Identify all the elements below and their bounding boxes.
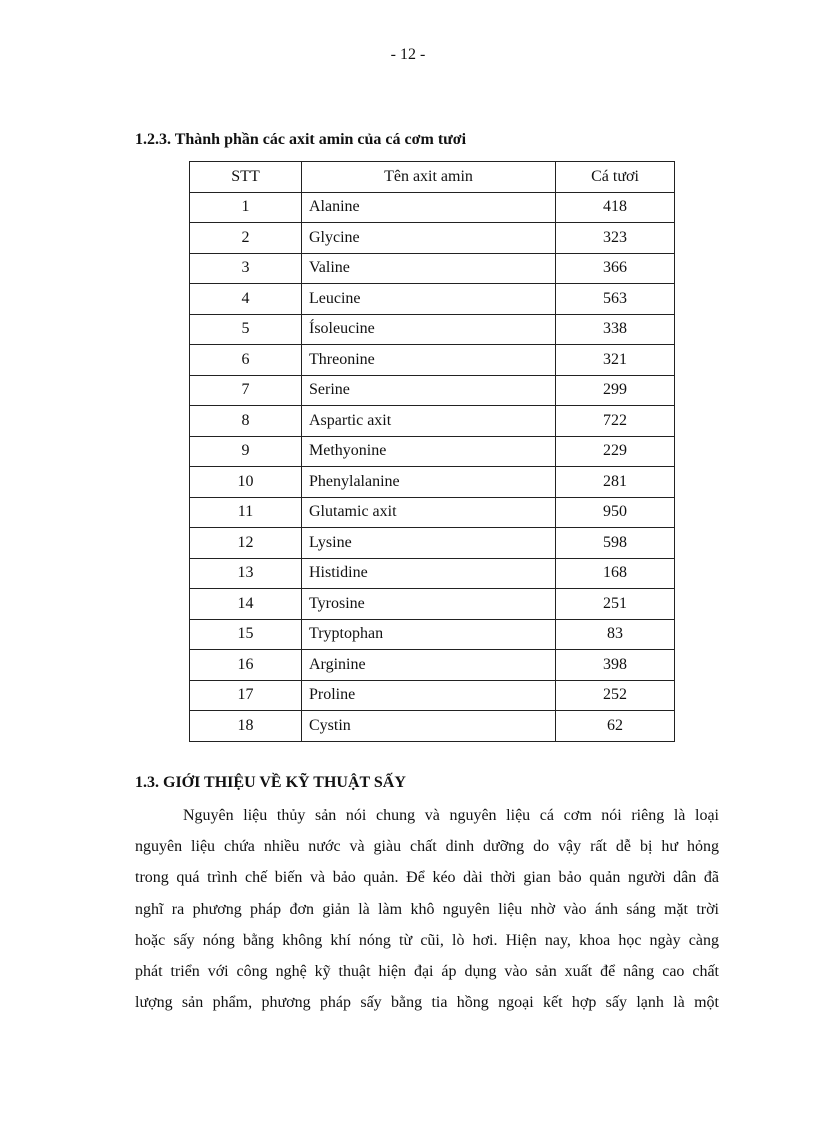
row-stt-cell: 12 bbox=[190, 528, 302, 559]
row-name-cell: Alanine bbox=[302, 192, 556, 223]
row-stt-cell: 14 bbox=[190, 589, 302, 620]
table-row bbox=[190, 253, 675, 284]
row-value-cell: 83 bbox=[556, 619, 675, 650]
row-value-cell: 598 bbox=[556, 528, 675, 559]
table-row bbox=[190, 314, 675, 345]
table-row bbox=[190, 345, 675, 376]
table-row bbox=[190, 680, 675, 711]
paragraph-line: nghĩ ra phương pháp đơn giản là làm khô nguyên liệu nhờ vào ánh sáng mặt trời bbox=[135, 900, 719, 918]
row-name-cell: Methyonine bbox=[302, 436, 556, 467]
row-stt-cell: 7 bbox=[190, 375, 302, 406]
table-section-heading: 1.2.3. Thành phần các axit amin của cá cơm tươi bbox=[135, 131, 467, 148]
paragraph-line: lượng sản phẩm, phương pháp sấy bằng tia hồng ngoại kết hợp sấy lạnh là một bbox=[135, 994, 719, 1012]
row-stt-cell: 16 bbox=[190, 650, 302, 681]
table-row bbox=[190, 650, 675, 681]
row-name-cell: Cystin bbox=[302, 711, 556, 742]
row-stt-cell: 4 bbox=[190, 284, 302, 315]
row-stt-cell: 15 bbox=[190, 619, 302, 650]
row-value-cell: 281 bbox=[556, 467, 675, 498]
section-title: 1.3. GIỚI THIỆU VỀ KỸ THUẬT SẤY bbox=[135, 774, 406, 791]
row-name-cell: Arginine bbox=[302, 650, 556, 681]
row-stt-cell: 6 bbox=[190, 345, 302, 376]
row-value-cell: 418 bbox=[556, 192, 675, 223]
row-stt-cell: 17 bbox=[190, 680, 302, 711]
table-row bbox=[190, 284, 675, 315]
row-value-cell: 398 bbox=[556, 650, 675, 681]
page-number: - 12 - bbox=[390, 46, 426, 63]
table-row bbox=[190, 619, 675, 650]
row-name-cell: Serine bbox=[302, 375, 556, 406]
table-row bbox=[190, 497, 675, 528]
row-value-cell: 338 bbox=[556, 314, 675, 345]
row-stt-cell: 10 bbox=[190, 467, 302, 498]
table-row bbox=[190, 528, 675, 559]
row-value-cell: 563 bbox=[556, 284, 675, 315]
amino-acid-table bbox=[189, 161, 675, 742]
row-name-cell: Leucine bbox=[302, 284, 556, 315]
row-name-cell: Tyrosine bbox=[302, 589, 556, 620]
table-row bbox=[190, 375, 675, 406]
row-name-cell: Proline bbox=[302, 680, 556, 711]
row-name-cell: Glutamic axit bbox=[302, 497, 556, 528]
row-stt-cell: 11 bbox=[190, 497, 302, 528]
row-value-cell: 722 bbox=[556, 406, 675, 437]
row-stt-cell: 2 bbox=[190, 223, 302, 254]
table-row bbox=[190, 558, 675, 589]
row-stt-cell: 1 bbox=[190, 192, 302, 223]
row-name-cell: Glycine bbox=[302, 223, 556, 254]
row-stt-cell: 13 bbox=[190, 558, 302, 589]
paragraph-line: trong quá trình chế biến và bảo quản. Để kéo dài thời gian bảo quản người dân đã bbox=[135, 869, 719, 887]
row-name-cell: Histidine bbox=[302, 558, 556, 589]
row-value-cell: 229 bbox=[556, 436, 675, 467]
table-row bbox=[190, 436, 675, 467]
paragraph-line: nguyên liệu chứa nhiều nước và giàu chất dinh dưỡng do vậy rất dễ bị hư hỏng bbox=[135, 838, 719, 856]
row-value-cell: 366 bbox=[556, 253, 675, 284]
table-row bbox=[190, 223, 675, 254]
body-paragraph bbox=[135, 800, 719, 1018]
row-value-cell: 950 bbox=[556, 497, 675, 528]
row-value-cell: 168 bbox=[556, 558, 675, 589]
row-value-cell: 321 bbox=[556, 345, 675, 376]
column-header-stt: STT bbox=[190, 162, 302, 193]
row-value-cell: 299 bbox=[556, 375, 675, 406]
paragraph-line: hoặc sấy nóng bằng không khí nóng từ cũi, lò hơi. Hiện nay, khoa học ngày càng bbox=[135, 931, 719, 949]
column-header-value: Cá tươi bbox=[556, 162, 675, 193]
row-name-cell: Ísoleucine bbox=[302, 314, 556, 345]
table-row bbox=[190, 192, 675, 223]
row-stt-cell: 5 bbox=[190, 314, 302, 345]
table-row bbox=[190, 467, 675, 498]
row-value-cell: 62 bbox=[556, 711, 675, 742]
row-value-cell: 323 bbox=[556, 223, 675, 254]
row-name-cell: Aspartic axit bbox=[302, 406, 556, 437]
paragraph-line: Nguyên liệu thủy sản nói chung và nguyên liệu cá cơm nói riêng là loại bbox=[183, 807, 719, 824]
table-row bbox=[190, 589, 675, 620]
table-body bbox=[190, 192, 675, 741]
table-header-row bbox=[190, 162, 675, 193]
row-name-cell: Tryptophan bbox=[302, 619, 556, 650]
row-stt-cell: 9 bbox=[190, 436, 302, 467]
table-row bbox=[190, 711, 675, 742]
table-row bbox=[190, 406, 675, 437]
row-name-cell: Lysine bbox=[302, 528, 556, 559]
row-name-cell: Phenylalanine bbox=[302, 467, 556, 498]
row-value-cell: 251 bbox=[556, 589, 675, 620]
row-stt-cell: 3 bbox=[190, 253, 302, 284]
row-stt-cell: 8 bbox=[190, 406, 302, 437]
row-name-cell: Threonine bbox=[302, 345, 556, 376]
row-value-cell: 252 bbox=[556, 680, 675, 711]
column-header-name: Tên axit amin bbox=[302, 162, 556, 193]
row-name-cell: Valine bbox=[302, 253, 556, 284]
paragraph-line: phát triển với công nghệ kỹ thuật hiện đại áp dụng vào sản xuất để nâng cao chất bbox=[135, 962, 719, 980]
row-stt-cell: 18 bbox=[190, 711, 302, 742]
